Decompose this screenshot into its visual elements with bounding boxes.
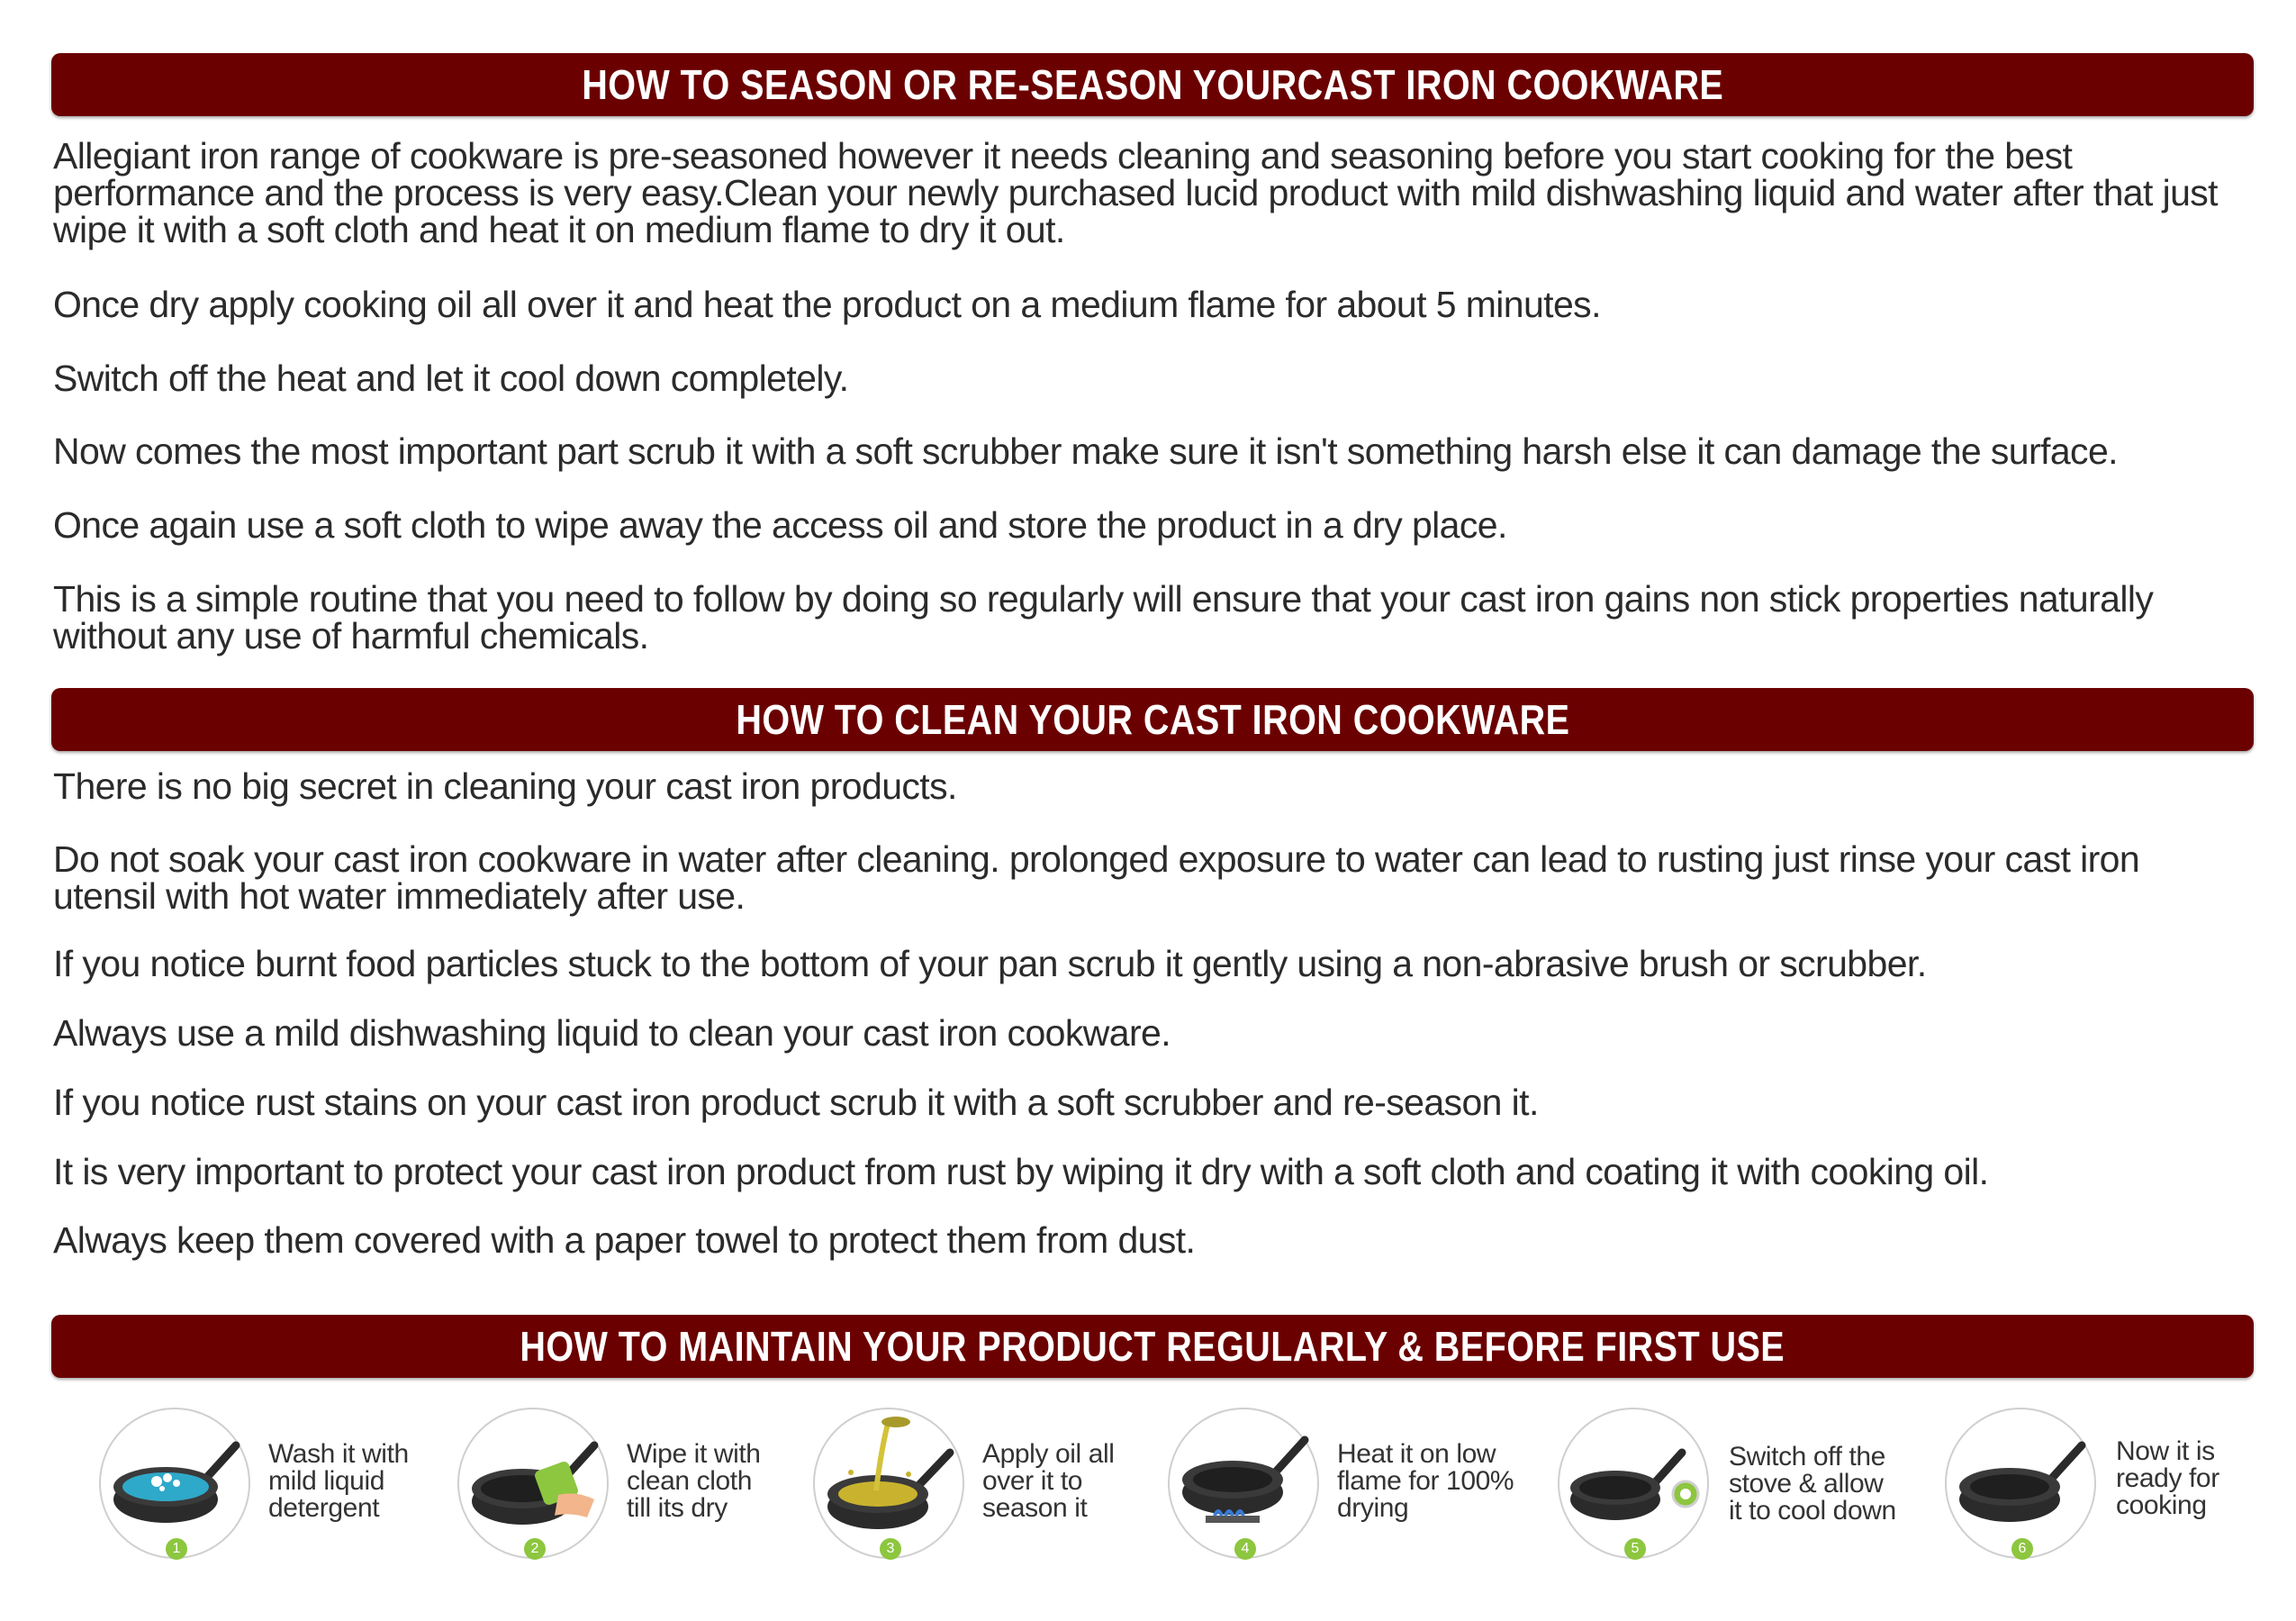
step-4-badge: 4 (1234, 1538, 1256, 1560)
step-3-text: Apply oil all over it to season it (982, 1439, 1115, 1523)
pan-stove-off-icon (1558, 1408, 1709, 1559)
step-5-text: Switch off the stove & allow it to cool down (1729, 1442, 1896, 1526)
step-2 (457, 1400, 818, 1571)
season-paragraph-1: Allegiant iron range of cookware is pre-seasoned however it needs cleaning and seasoning before you start cooking for the best performance and the process is very easy.Clean your newly purchased lucid product with mild dishwashing liquid and water after that just wipe it with a soft cloth and heat it on medium flame to dry it out. (53, 135, 2218, 250)
clean-paragraph-3: If you notice burnt food particles stuck to the bottom of your pan scrub it gently using a non-abrasive brush or scrubber. (53, 943, 1927, 984)
clean-paragraph-2: Do not soak your cast iron cookware in water after cleaning. prolonged exposure to water can lead to rusting just rinse your cast iron utensil with hot water immediately after use. (53, 838, 2140, 917)
season-paragraph-6: This is a simple routine that you need to follow by doing so regularly will ensure that your cast iron gains non stick properties naturally without any use of harmful chemicals. (53, 578, 2154, 657)
step-6-badge: 6 (2011, 1538, 2033, 1560)
pan-on-flame-icon (1168, 1408, 1319, 1559)
pan-pouring-oil-icon (813, 1408, 964, 1559)
section-header-season (51, 53, 2254, 116)
step-2-badge: 2 (524, 1538, 546, 1560)
pan-ready-icon (1945, 1408, 2096, 1559)
season-paragraph-4: Now comes the most important part scrub it with a soft scrubber make sure it isn't something harsh else it can damage the surface. (53, 430, 2118, 472)
season-paragraph-2: Once dry apply cooking oil all over it and heat the product on a medium flame for about 5 minutes. (53, 284, 1601, 325)
clean-paragraph-6: It is very important to protect your cast iron product from rust by wiping it dry with a soft cloth and coating it with cooking oil. (53, 1151, 1989, 1192)
pan-with-water-icon (99, 1408, 250, 1559)
step-3 (813, 1400, 1173, 1571)
step-1-badge: 1 (166, 1538, 187, 1560)
clean-paragraph-7: Always keep them covered with a paper towel to protect them from dust. (53, 1219, 1196, 1261)
clean-paragraph-1: There is no big secret in cleaning your cast iron products. (53, 765, 957, 807)
section-title-season: HOW TO SEASON OR RE-SEASON YOURCAST IRON COOKWARE (581, 61, 1724, 108)
clean-paragraph-4: Always use a mild dishwashing liquid to clean your cast iron cookware. (53, 1012, 1171, 1054)
step-6 (1945, 1400, 2296, 1571)
season-paragraph-5: Once again use a soft cloth to wipe away the access oil and store the product in a dry place. (53, 504, 1507, 546)
maintenance-steps (0, 1400, 2296, 1580)
step-5-badge: 5 (1624, 1538, 1646, 1560)
section-header-maintain (51, 1315, 2254, 1378)
step-1 (99, 1400, 459, 1571)
section-title-clean: HOW TO CLEAN YOUR CAST IRON COOKWARE (735, 696, 1570, 743)
step-1-text: Wash it with mild liquid detergent (268, 1439, 409, 1523)
step-2-text: Wipe it with clean cloth till its dry (627, 1439, 761, 1523)
section-title-maintain: HOW TO MAINTAIN YOUR PRODUCT REGULARLY & BEFORE FIRST USE (520, 1323, 1785, 1370)
step-4-text: Heat it on low flame for 100% drying (1337, 1439, 1514, 1523)
season-paragraph-3: Switch off the heat and let it cool down completely. (53, 358, 849, 399)
pan-wiping-cloth-icon (457, 1408, 609, 1559)
step-4 (1168, 1400, 1528, 1571)
clean-paragraph-5: If you notice rust stains on your cast iron product scrub it with a soft scrubber and re-season it. (53, 1082, 1539, 1123)
step-6-text: Now it is ready for cooking (2116, 1436, 2219, 1520)
step-5 (1558, 1400, 1918, 1571)
step-3-badge: 3 (880, 1538, 901, 1560)
section-header-clean (51, 688, 2254, 751)
